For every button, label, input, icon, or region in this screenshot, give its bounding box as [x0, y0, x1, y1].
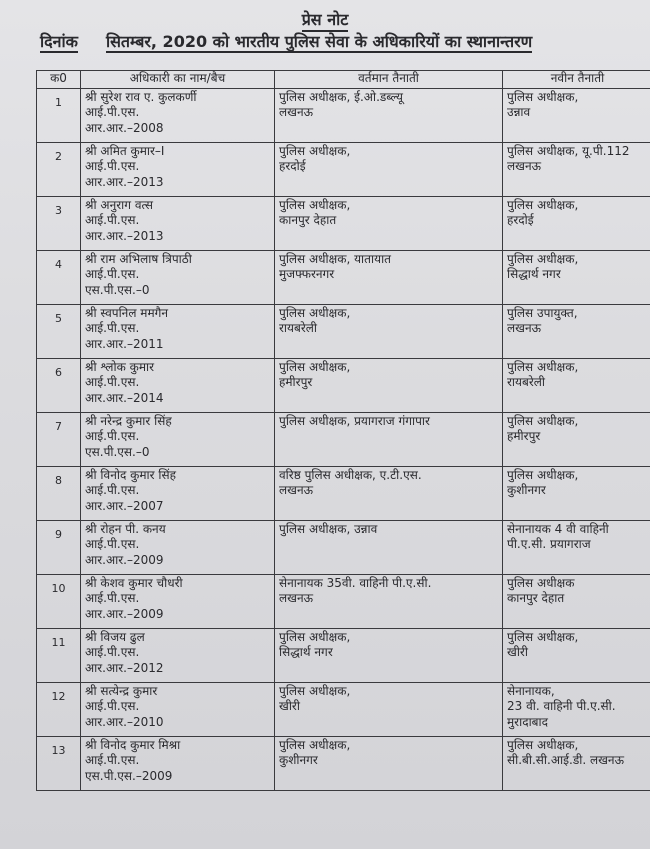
officer-batch: आर.आर.–2010 — [85, 714, 164, 729]
officer-service: आई.पी.एस. — [85, 375, 140, 389]
table-row — [37, 358, 650, 412]
new-posting-line: पुलिस अधीक्षक, — [507, 251, 579, 266]
officer-cell — [81, 88, 275, 142]
new-posting-cell — [503, 196, 650, 250]
officer-cell — [81, 412, 275, 466]
officer-cell — [81, 628, 275, 682]
table-row — [37, 250, 650, 304]
officer-name: श्री सुरेश राव ए. कुलकर्णी — [85, 89, 197, 104]
new-posting-place: सिद्धार्थ नगर — [507, 267, 561, 281]
column-header-new-posting: नवीन तैनाती — [503, 71, 650, 89]
current-posting-place: खीरी — [279, 699, 300, 713]
officer-name: श्री नरेन्द्र कुमार सिंह — [85, 413, 172, 428]
serial-number: 11 — [37, 628, 81, 682]
new-posting-place: हरदोई — [507, 213, 534, 227]
current-posting-place: लखनऊ — [279, 591, 314, 605]
new-posting-place: उन्नाव — [507, 105, 531, 119]
officer-service: आई.पी.एस. — [85, 645, 140, 659]
serial-number: 10 — [37, 574, 81, 628]
new-posting-place: सी.बी.सी.आई.डी. लखनऊ — [507, 753, 625, 767]
new-posting-cell — [503, 466, 650, 520]
officer-cell — [81, 520, 275, 574]
new-posting-place: कानपुर देहात — [507, 591, 565, 605]
officer-service: आई.पी.एस. — [85, 591, 140, 605]
current-posting-cell — [275, 412, 503, 466]
new-posting-line: पुलिस उपायुक्त, — [507, 305, 578, 320]
table-row — [37, 88, 650, 142]
subtitle-text: सितम्बर, 2020 को भारतीय पुलिस सेवा के अधिकारियों का स्थानान्तरण — [105, 32, 533, 51]
document-title: प्रेस नोट — [0, 8, 650, 30]
current-posting-cell — [275, 88, 503, 142]
current-posting-cell — [275, 466, 503, 520]
serial-number: 13 — [37, 736, 81, 790]
new-posting-cell — [503, 304, 650, 358]
column-header-serial: क0 — [37, 71, 81, 89]
current-posting-place: कानपुर देहात — [279, 213, 337, 227]
new-posting-place: रायबरेली — [507, 375, 545, 389]
table-row — [37, 736, 650, 790]
officer-service: आई.पी.एस. — [85, 699, 140, 713]
officer-batch: आर.आर.–2008 — [85, 120, 164, 135]
current-posting-cell — [275, 358, 503, 412]
new-posting-place: 23 वी. वाहिनी पी.ए.सी. — [507, 699, 616, 713]
new-posting-cell — [503, 250, 650, 304]
officer-name: श्री केशव कुमार चौधरी — [85, 575, 183, 590]
current-posting-place: रायबरेली — [279, 321, 317, 335]
table-header-row — [37, 71, 650, 89]
officer-cell — [81, 196, 275, 250]
current-posting-place: लखनऊ — [279, 483, 314, 497]
officer-service: आई.पी.एस. — [85, 105, 140, 119]
new-posting-extra: मुरादाबाद — [507, 714, 549, 729]
officer-service: आई.पी.एस. — [85, 483, 140, 497]
officer-cell — [81, 736, 275, 790]
current-posting-line: पुलिस अधीक्षक, यातायात — [279, 251, 392, 266]
new-posting-line: पुलिस अधीक्षक, — [507, 413, 579, 428]
officer-service: आई.पी.एस. — [85, 213, 140, 227]
current-posting-line: पुलिस अधीक्षक, — [279, 629, 351, 644]
current-posting-line: पुलिस अधीक्षक, — [279, 737, 351, 752]
new-posting-line: पुलिस अधीक्षक, — [507, 629, 579, 644]
current-posting-cell — [275, 304, 503, 358]
current-posting-place: सिद्धार्थ नगर — [279, 645, 333, 659]
table-row — [37, 412, 650, 466]
current-posting-cell — [275, 628, 503, 682]
officer-batch: एस.पी.एस.–2009 — [85, 768, 173, 783]
new-posting-line: पुलिस अधीक्षक — [507, 575, 575, 590]
serial-number: 6 — [37, 358, 81, 412]
officer-cell — [81, 250, 275, 304]
officer-name: श्री सत्येन्द्र कुमार — [85, 683, 158, 698]
officer-cell — [81, 682, 275, 736]
new-posting-cell — [503, 142, 650, 196]
new-posting-line: पुलिस अधीक्षक, यू.पी.112 — [507, 143, 630, 158]
current-posting-cell — [275, 250, 503, 304]
current-posting-line: सेनानायक 35वी. वाहिनी पी.ए.सी. — [279, 575, 432, 590]
serial-number: 12 — [37, 682, 81, 736]
officer-cell — [81, 358, 275, 412]
new-posting-line: पुलिस अधीक्षक, — [507, 359, 579, 374]
new-posting-place: लखनऊ — [507, 321, 542, 335]
serial-number: 2 — [37, 142, 81, 196]
new-posting-line: पुलिस अधीक्षक, — [507, 467, 579, 482]
officer-cell — [81, 142, 275, 196]
column-header-current-posting: वर्तमान तैनाती — [275, 71, 503, 89]
officer-name: श्री विजय ढुल — [85, 629, 145, 644]
officer-service: आई.पी.एस. — [85, 267, 140, 281]
officer-batch: आर.आर.–2014 — [85, 390, 164, 405]
current-posting-cell — [275, 196, 503, 250]
officer-service: आई.पी.एस. — [85, 159, 140, 173]
officer-name: श्री श्लोक कुमार — [85, 359, 155, 374]
transfer-table — [36, 70, 650, 791]
new-posting-line: सेनानायक 4 वी वाहिनी — [507, 521, 609, 536]
new-posting-cell — [503, 574, 650, 628]
table-row — [37, 142, 650, 196]
new-posting-cell — [503, 682, 650, 736]
current-posting-line: पुलिस अधीक्षक, उन्नाव — [279, 521, 378, 536]
column-header-officer: अधिकारी का नाम/बैच — [81, 71, 275, 89]
current-posting-cell — [275, 142, 503, 196]
current-posting-line: पुलिस अधीक्षक, — [279, 305, 351, 320]
officer-service: आई.पी.एस. — [85, 321, 140, 335]
officer-batch: एस.पी.एस.–0 — [85, 282, 150, 297]
serial-number: 3 — [37, 196, 81, 250]
officer-name: श्री अनुराग वत्स — [85, 197, 154, 212]
officer-batch: आर.आर.–2013 — [85, 174, 164, 189]
new-posting-cell — [503, 628, 650, 682]
table-row — [37, 466, 650, 520]
serial-number: 5 — [37, 304, 81, 358]
officer-service: आई.पी.एस. — [85, 429, 140, 443]
officer-name: श्री विनोद कुमार सिंह — [85, 467, 176, 482]
new-posting-place: कुशीनगर — [507, 483, 546, 497]
new-posting-line: पुलिस अधीक्षक, — [507, 197, 579, 212]
current-posting-line: पुलिस अधीक्षक, ई.ओ.डब्ल्यू — [279, 89, 403, 104]
new-posting-place: हमीरपुर — [507, 429, 541, 443]
new-posting-cell — [503, 358, 650, 412]
officer-batch: आर.आर.–2012 — [85, 660, 164, 675]
current-posting-place: कुशीनगर — [279, 753, 318, 767]
officer-batch: एस.पी.एस.–0 — [85, 444, 150, 459]
officer-service: आई.पी.एस. — [85, 537, 140, 551]
current-posting-place: हरदोई — [279, 159, 306, 173]
current-posting-cell — [275, 682, 503, 736]
table-row — [37, 196, 650, 250]
serial-number: 8 — [37, 466, 81, 520]
officer-cell — [81, 466, 275, 520]
date-label: दिनांक — [40, 32, 78, 51]
serial-number: 4 — [37, 250, 81, 304]
current-posting-place: मुजफ्फरनगर — [279, 267, 335, 281]
new-posting-place: लखनऊ — [507, 159, 542, 173]
current-posting-cell — [275, 520, 503, 574]
officer-batch: आर.आर.–2009 — [85, 606, 164, 621]
officer-name: श्री स्वपनिल ममगैन — [85, 305, 169, 320]
current-posting-place: हमीरपुर — [279, 375, 313, 389]
officer-batch: आर.आर.–2011 — [85, 336, 164, 351]
table-row — [37, 628, 650, 682]
officer-cell — [81, 304, 275, 358]
officer-batch: आर.आर.–2007 — [85, 498, 164, 513]
new-posting-cell — [503, 88, 650, 142]
officer-name: श्री विनोद कुमार मिश्रा — [85, 737, 181, 752]
current-posting-line: पुलिस अधीक्षक, — [279, 359, 351, 374]
new-posting-line: सेनानायक, — [507, 683, 555, 698]
current-posting-cell — [275, 574, 503, 628]
new-posting-place: खीरी — [507, 645, 528, 659]
new-posting-line: पुलिस अधीक्षक, — [507, 737, 579, 752]
table-row — [37, 682, 650, 736]
serial-number: 7 — [37, 412, 81, 466]
table-row — [37, 520, 650, 574]
table-row — [37, 304, 650, 358]
serial-number: 9 — [37, 520, 81, 574]
new-posting-cell — [503, 736, 650, 790]
officer-service: आई.पी.एस. — [85, 753, 140, 767]
officer-cell — [81, 574, 275, 628]
new-posting-line: पुलिस अधीक्षक, — [507, 89, 579, 104]
officer-name: श्री रोहन पी. कनय — [85, 521, 166, 536]
new-posting-cell — [503, 520, 650, 574]
document-subtitle — [40, 30, 640, 52]
current-posting-place: लखनऊ — [279, 105, 314, 119]
current-posting-line: वरिष्ठ पुलिस अधीक्षक, ए.टी.एस. — [279, 467, 422, 482]
current-posting-line: पुलिस अधीक्षक, प्रयागराज गंगापार — [279, 413, 430, 428]
table-row — [37, 574, 650, 628]
officer-batch: आर.आर.–2013 — [85, 228, 164, 243]
officer-name: श्री राम अभिलाष त्रिपाठी — [85, 251, 192, 266]
new-posting-place: पी.ए.सी. प्रयागराज — [507, 537, 591, 551]
new-posting-cell — [503, 412, 650, 466]
officer-batch: आर.आर.–2009 — [85, 552, 164, 567]
current-posting-line: पुलिस अधीक्षक, — [279, 197, 351, 212]
officer-name: श्री अमित कुमार–I — [85, 143, 165, 158]
current-posting-line: पुलिस अधीक्षक, — [279, 143, 351, 158]
current-posting-cell — [275, 736, 503, 790]
serial-number: 1 — [37, 88, 81, 142]
current-posting-line: पुलिस अधीक्षक, — [279, 683, 351, 698]
